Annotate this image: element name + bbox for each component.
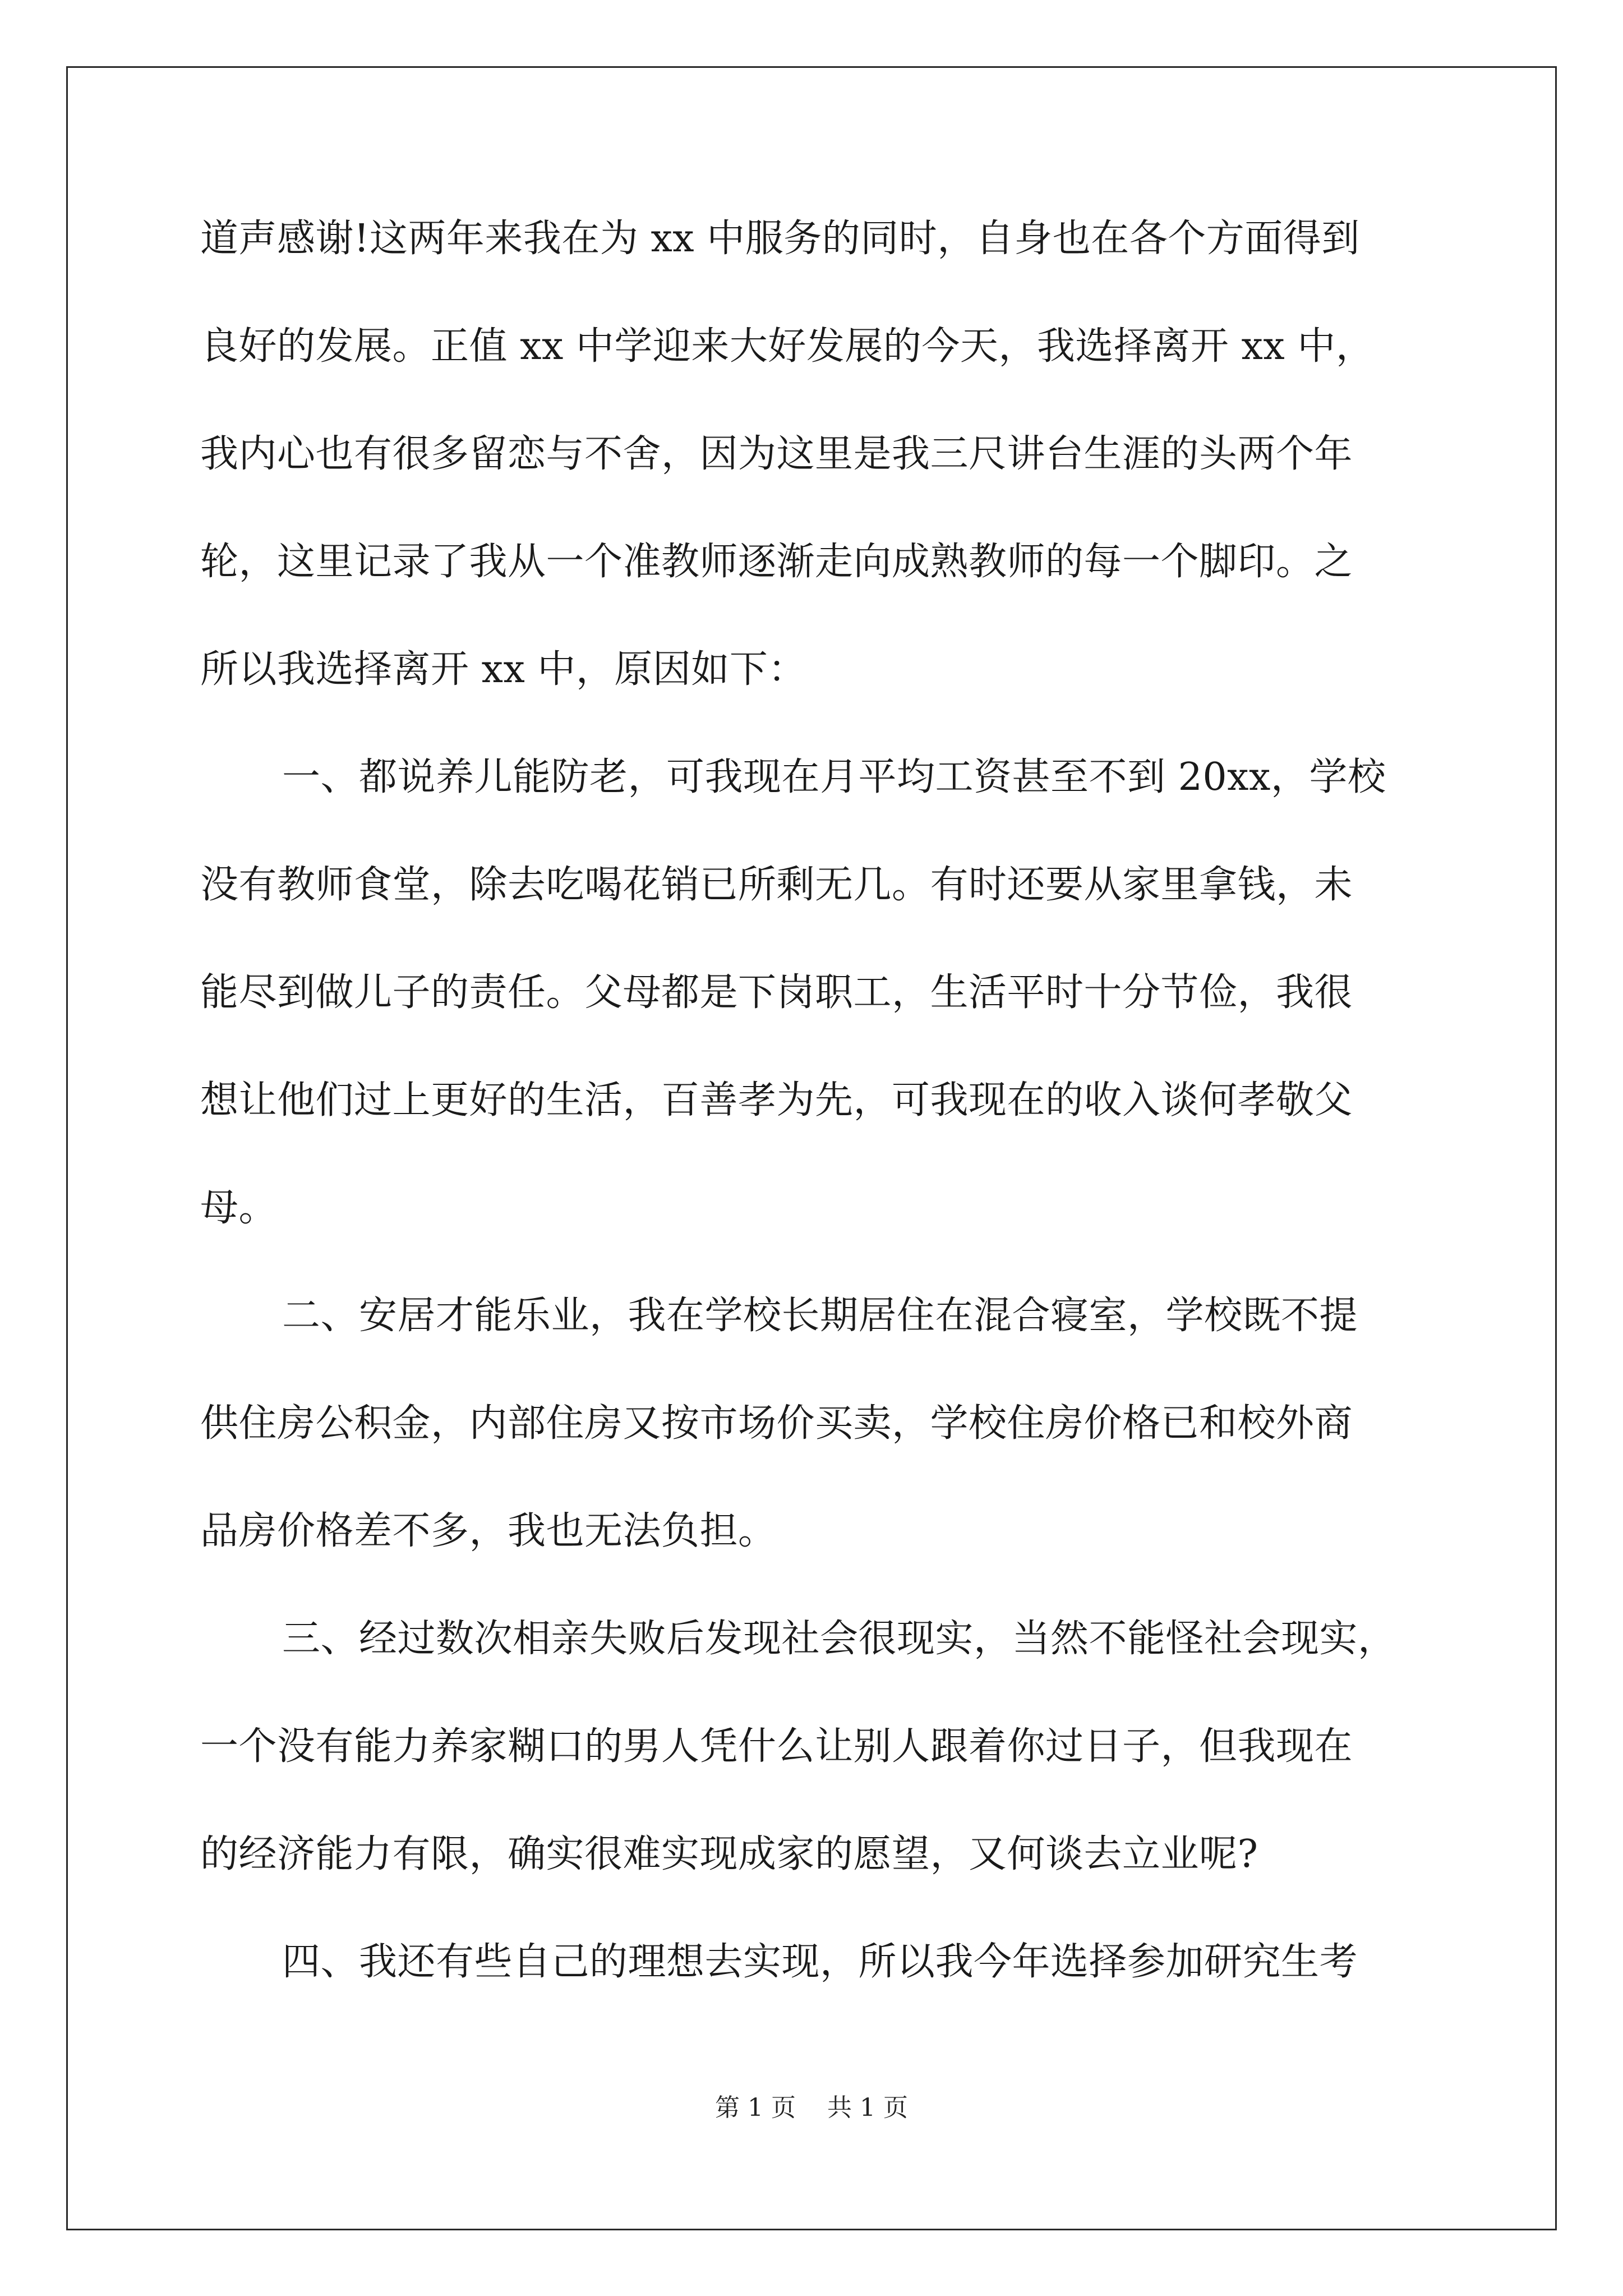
page-footer — [0, 2091, 1623, 2125]
page-number: 第 1 页 — [715, 2093, 796, 2122]
page-total: 共 1 页 — [827, 2093, 908, 2122]
text-line: 轮，这里记录了我从一个准教师逐渐走向成熟教师的每一个脚印。之 — [200, 540, 1353, 584]
text-line: 母。 — [200, 1186, 278, 1230]
paragraph-three-start: 三、经过数次相亲失败后发现社会很现实，当然不能怪社会现实， — [282, 1617, 1396, 1661]
text-line: 能尽到做儿子的责任。父母都是下岗职工，生活平时十分节俭，我很 — [200, 970, 1353, 1015]
page-border — [66, 66, 1557, 2230]
text-line: 的经济能力有限，确实很难实现成家的愿望，又何谈去立业呢? — [200, 1832, 1258, 1876]
paragraph-two-start: 二、安居才能乐业，我在学校长期居住在混合寝室，学校既不提 — [282, 1294, 1358, 1338]
text-line: 道声感谢!这两年来我在为 xx 中服务的同时，自身也在各个方面得到 — [200, 217, 1360, 261]
paragraph-four-start: 四、我还有些自己的理想去实现，所以我今年选择参加研究生考 — [282, 1940, 1358, 1984]
text-line: 供住房公积金，内部住房又按市场价买卖，学校住房价格已和校外商 — [200, 1401, 1353, 1446]
paragraph-one-start: 一、都说养儿能防老，可我现在月平均工资甚至不到 20xx，学校 — [282, 755, 1386, 799]
text-line: 我内心也有很多留恋与不舍，因为这里是我三尺讲台生涯的头两个年 — [200, 432, 1353, 476]
text-line: 所以我选择离开 xx 中，原因如下： — [200, 647, 806, 692]
text-line: 品房价格差不多，我也无法负担。 — [200, 1509, 777, 1553]
text-line: 没有教师食堂，除去吃喝花销已所剩无几。有时还要从家里拿钱，未 — [200, 863, 1353, 907]
text-line: 良好的发展。正值 xx 中学迎来大好发展的今天，我选择离开 xx 中， — [200, 324, 1375, 369]
text-line: 一个没有能力养家糊口的男人凭什么让别人跟着你过日子，但我现在 — [200, 1724, 1353, 1769]
text-line: 想让他们过上更好的生活，百善孝为先，可我现在的收入谈何孝敬父 — [200, 1078, 1353, 1122]
